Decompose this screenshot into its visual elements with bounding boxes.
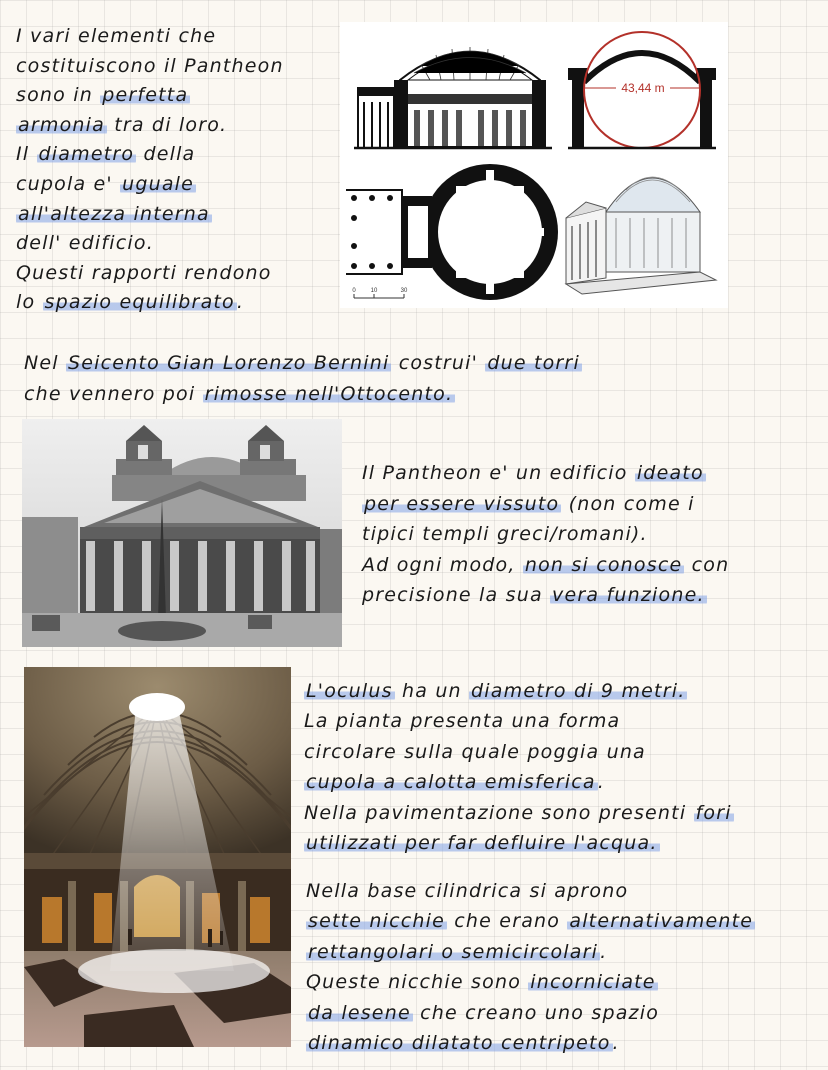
note-line [306,967,755,997]
note-line [306,1028,755,1058]
note-line [362,458,729,489]
note-line [16,170,284,200]
note-text: La pianta presenta una forma [304,710,621,733]
note-text: costrui' [391,352,486,374]
note-text: sono in [16,84,101,107]
highlighted-text: rettangolari o semicircolari [308,940,599,963]
note-text: dell' edificio. [16,232,154,255]
note-text: circolare sulla quale poggia una [304,740,646,763]
diameter-dimension-label: 43,44 m [621,81,665,95]
highlighted-text: due torri [487,352,580,374]
highlighted-text: Seicento Gian Lorenzo Bernini [68,352,390,374]
note-line [16,200,284,230]
highlighted-text: incorniciate [530,971,656,994]
note-line [304,798,734,828]
highlighted-text: L'oculus [306,680,393,702]
highlighted-text: diametro [38,143,135,166]
note-text: Il Pantheon e' un edificio [362,462,635,484]
function-paragraph [362,458,729,611]
bernini-paragraph [24,348,582,410]
highlighted-text: da lesene [308,1001,411,1024]
oculus-paragraph [304,676,734,858]
note-line [16,111,284,141]
note-line [362,489,729,520]
note-text: con [684,553,730,576]
note-text: . [612,1032,620,1055]
note-text: Ad ogni modo, [362,553,523,576]
note-text: della [136,143,196,166]
note-line [16,22,284,52]
note-line [362,519,729,550]
note-line [304,767,734,797]
highlighted-text: per essere vissuto [364,492,560,515]
highlighted-text: ideato [636,462,704,484]
highlighted-text: rimosse nell'Ottocento. [204,383,454,405]
note-line [306,876,755,906]
section-with-inscribed-circle [568,32,716,148]
highlighted-text: dinamico dilatato centripeto [308,1032,611,1055]
highlighted-text: uguale [122,172,195,195]
highlighted-text: cupola a calotta emisferica [306,771,596,794]
note-text: Nel [24,352,67,374]
section-elevation-drawing [354,47,552,148]
note-text: Nella pavimentazione sono presenti [304,801,694,824]
note-text: I vari elementi che [16,25,217,47]
highlighted-text: fori [695,801,732,824]
highlighted-text: non si conosce [524,553,683,576]
note-line [306,906,755,936]
note-line [362,550,729,581]
note-text: ha un [394,680,470,702]
note-line [16,81,284,111]
highlighted-text: sette nicchie [308,910,446,933]
note-line [306,998,755,1028]
note-line [362,580,729,611]
note-line [304,676,734,706]
axonometric-cutaway-drawing [566,177,716,294]
note-text: che vennero poi [24,383,203,405]
note-line [16,229,284,259]
note-text: (non come i [561,492,695,515]
interior-oculus-photo [24,667,291,1047]
highlighted-text: diametro di 9 metri. [471,680,686,702]
note-text: Il [16,143,37,166]
scale-label-30: 30 [400,288,408,294]
note-text: tipici templi greci/romani). [362,523,648,546]
note-line [16,52,284,82]
note-text: . [600,940,608,963]
note-line [16,140,284,170]
note-text: che creano uno spazio [412,1001,660,1024]
architectural-drawings [340,22,728,308]
note-line [24,348,582,379]
highlighted-text: vera funzione. [552,584,705,607]
note-text: . [597,771,605,794]
note-text: che erano [447,910,568,933]
note-line [304,828,734,858]
highlighted-text: perfetta [102,84,189,107]
note-line [24,379,582,410]
note-text: lo [16,291,43,314]
highlighted-text: alternativamente [569,910,754,933]
highlighted-text: all'altezza interna [18,202,210,225]
scale-label-0: 0 [352,288,356,294]
highlighted-text: spazio equilibrato [44,291,235,314]
historic-pantheon-photo [22,419,342,647]
highlighted-text: utilizzati per far defluire l'acqua. [306,832,658,855]
note-line [16,259,284,289]
note-line [306,937,755,967]
intro-paragraph [16,22,284,318]
note-text: costituiscono il Pantheon [16,54,284,77]
note-text: Questi rapporti rendono [16,261,272,284]
highlighted-text: armonia [18,113,105,136]
note-text: Queste nicchie sono [306,971,529,994]
note-text: Nella base cilindrica si aprono [306,880,629,902]
floor-plan-drawing [346,164,558,300]
note-line [16,288,284,318]
scale-label-10: 10 [370,288,378,294]
note-line [304,737,734,767]
note-text: . [236,291,245,314]
note-line [304,706,734,736]
note-text: cupola e' [16,172,121,195]
note-text: tra di loro. [106,113,228,136]
note-text: precisione la sua [362,584,551,607]
base-paragraph [306,876,755,1058]
